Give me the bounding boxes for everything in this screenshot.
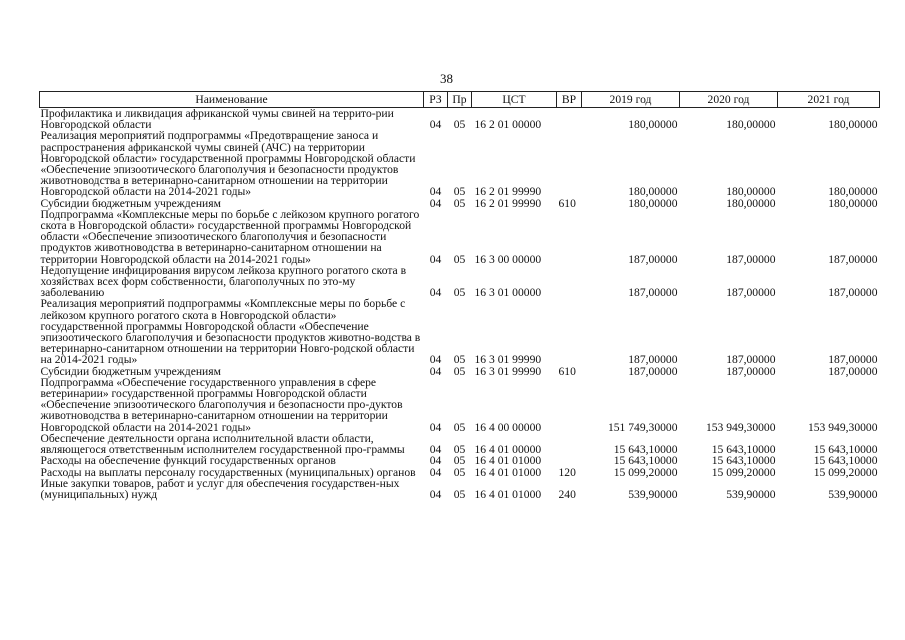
row-2021-cell: 187,00000 <box>828 286 878 300</box>
column-header-vr: ВР <box>557 92 582 108</box>
row-cst-cell: 16 3 01 99990 <box>474 364 542 378</box>
row-2020-cell: 15 099,20000 <box>711 465 776 479</box>
row-2021-cell: 187,00000 <box>828 353 878 367</box>
column-header-2020: 2020 год <box>680 92 778 108</box>
row-vr-cell <box>557 455 582 466</box>
table-row <box>40 298 880 365</box>
row-2020-cell: 153 949,30000 <box>705 420 776 434</box>
table-header <box>40 92 880 108</box>
row-2021-cell: 539,90000 <box>828 487 878 501</box>
row-rz-cell: 04 <box>429 454 442 468</box>
row-cst-cell: 16 4 01 00000 <box>474 443 542 457</box>
row-vr-cell <box>557 433 582 455</box>
row-2021-cell: 180,00000 <box>828 118 878 132</box>
row-pr-cell: 05 <box>453 443 466 457</box>
row-name-cell: Реализация мероприятий подпрограммы «Комплексные меры по борьбе с лейкозом крупного рогатого скота в Новгородской области» государственной программы Новгородской области «Обеспечение эпизоотического благополучия и безопасности продуктов животно-водства в ветеринарно-санитарном отношении на территории Новго-родской области на 2014-2021 годы» <box>40 297 421 367</box>
row-pr-cell: 05 <box>453 465 466 479</box>
row-2020-cell: 180,00000 <box>726 196 776 210</box>
row-name-cell: Обеспечение деятельности органа исполнительной власти области, являющегося ответственным исполнителем государственной про-граммы <box>40 431 405 457</box>
row-2019-cell: 180,00000 <box>628 185 678 199</box>
table-body <box>40 108 880 501</box>
row-2021-cell: 15 643,10000 <box>813 454 878 468</box>
row-rz-cell: 04 <box>429 252 442 266</box>
row-vr-cell: 120 <box>558 465 576 479</box>
row-cst-cell: 16 4 01 01000 <box>474 465 542 479</box>
table-row <box>40 377 880 433</box>
row-pr-cell: 05 <box>453 185 466 199</box>
row-rz-cell: 04 <box>429 185 442 199</box>
row-2019-cell: 180,00000 <box>628 196 678 210</box>
row-cst-cell: 16 4 00 00000 <box>474 420 542 434</box>
row-cst-cell: 16 3 00 00000 <box>474 252 542 266</box>
row-rz-cell: 04 <box>429 353 442 367</box>
row-name-cell: Субсидии бюджетным учреждениям <box>40 364 221 378</box>
row-cst-cell: 16 4 01 01000 <box>474 487 542 501</box>
row-2021-cell: 187,00000 <box>828 252 878 266</box>
row-rz-cell: 04 <box>429 420 442 434</box>
row-vr-cell: 610 <box>558 196 576 210</box>
row-2020-cell: 187,00000 <box>726 364 776 378</box>
row-name-cell: Недопущение инфицирования вирусом лейкоза крупного рогатого скота в хозяйствах всех форм собственности, благополучных по это-му заболеванию <box>40 263 407 300</box>
row-vr-cell: 240 <box>558 487 576 501</box>
row-rz-cell: 04 <box>429 196 442 210</box>
row-vr-cell <box>557 298 582 365</box>
row-cst-cell: 16 2 01 99990 <box>474 185 542 199</box>
row-rz-cell: 04 <box>429 364 442 378</box>
row-cst-cell: 16 4 01 01000 <box>474 454 542 468</box>
row-name-cell: Подпрограмма «Комплексные меры по борьбе с лейкозом крупного рогатого скота в Новгородской области» государственной программы Новгородской области «Обеспечение эпизоотического благополучия и безопасности продуктов животноводства в ветеринарно-санитарном отношении на территории Новгородской области на 2014-2021 годы» <box>40 207 420 266</box>
row-2019-cell: 187,00000 <box>628 252 678 266</box>
row-vr-cell <box>557 377 582 433</box>
row-2019-cell: 15 643,10000 <box>613 443 678 457</box>
column-header-2019: 2019 год <box>582 92 680 108</box>
table-row <box>40 265 880 299</box>
column-header-rz: РЗ <box>424 92 448 108</box>
row-vr-cell <box>557 265 582 299</box>
budget-table <box>39 91 880 500</box>
column-header-cst: ЦСТ <box>472 92 557 108</box>
table-row <box>40 108 880 131</box>
row-2020-cell: 187,00000 <box>726 286 776 300</box>
row-cst-cell: 16 3 01 99990 <box>474 353 542 367</box>
row-name-cell: Субсидии бюджетным учреждениям <box>40 196 221 210</box>
row-2020-cell: 180,00000 <box>726 185 776 199</box>
row-cst-cell: 16 2 01 99990 <box>474 196 542 210</box>
row-rz-cell: 04 <box>429 443 442 457</box>
row-2019-cell: 15 099,20000 <box>613 465 678 479</box>
row-2021-cell: 180,00000 <box>828 196 878 210</box>
row-2019-cell: 187,00000 <box>628 353 678 367</box>
column-header-pr: Пр <box>448 92 472 108</box>
row-name-cell: Расходы на выплаты персоналу государственных (муниципальных) органов <box>40 465 416 479</box>
row-pr-cell: 05 <box>453 252 466 266</box>
row-2019-cell: 539,90000 <box>628 487 678 501</box>
row-2021-cell: 15 099,20000 <box>813 465 878 479</box>
row-pr-cell: 05 <box>453 353 466 367</box>
column-header-2021: 2021 год <box>778 92 880 108</box>
row-vr-cell <box>557 108 582 131</box>
row-2020-cell: 187,00000 <box>726 252 776 266</box>
row-pr-cell: 05 <box>453 487 466 501</box>
row-name-cell: Реализация мероприятий подпрограммы «Предотвращение заноса и распространения африканской чумы свиней (АЧС) на территории Новгородской области» государственной программы Новгородской области «Обеспечение эпизоотического благополучия и безопасности продуктов животноводства в ветеринарно-санитарном отношении на территории Новгородской области на 2014-2021 годы» <box>40 129 416 199</box>
row-name-cell: Подпрограмма «Обеспечение государственного управления в сфере ветеринарии» государственной программы Новгородской области «Обеспечение эпизоотического благополучия и безопасности про-дуктов животноводства в ветеринарно-санитарном отношении на территории Новгородской области на 2014-2021 годы» <box>40 375 403 434</box>
row-2021-cell: 187,00000 <box>828 364 878 378</box>
row-pr-cell: 05 <box>453 420 466 434</box>
row-2019-cell: 187,00000 <box>628 286 678 300</box>
row-2020-cell: 187,00000 <box>726 353 776 367</box>
table-row <box>40 455 880 466</box>
row-cst-cell: 16 2 01 00000 <box>474 118 542 132</box>
table-row <box>40 209 880 265</box>
row-2020-cell: 15 643,10000 <box>711 454 776 468</box>
table-row <box>40 478 880 500</box>
row-2019-cell: 187,00000 <box>628 364 678 378</box>
page-number: 38 <box>440 71 453 86</box>
row-2019-cell: 151 749,30000 <box>607 420 678 434</box>
row-vr-cell: 610 <box>558 364 576 378</box>
row-rz-cell: 04 <box>429 465 442 479</box>
row-vr-cell <box>557 130 582 197</box>
row-2021-cell: 153 949,30000 <box>807 420 878 434</box>
table-row <box>40 130 880 197</box>
row-rz-cell: 04 <box>429 118 442 132</box>
column-header-name: Наименование <box>40 92 424 108</box>
row-rz-cell: 04 <box>429 286 442 300</box>
row-pr-cell: 05 <box>453 454 466 468</box>
row-name-cell: Профилактика и ликвидация африканской чумы свиней на террито-рии Новгородской области <box>40 107 394 132</box>
row-name-cell: Расходы на обеспечение функций государственных органов <box>40 454 336 468</box>
row-pr-cell: 05 <box>453 196 466 210</box>
row-2019-cell: 180,00000 <box>628 118 678 132</box>
row-vr-cell <box>557 209 582 265</box>
row-pr-cell: 05 <box>453 118 466 132</box>
row-2021-cell: 15 643,10000 <box>813 443 878 457</box>
row-2020-cell: 15 643,10000 <box>711 443 776 457</box>
row-cst-cell: 16 3 01 00000 <box>474 286 542 300</box>
row-2019-cell: 15 643,10000 <box>613 454 678 468</box>
row-2020-cell: 180,00000 <box>726 118 776 132</box>
row-pr-cell: 05 <box>453 364 466 378</box>
row-2020-cell: 539,90000 <box>726 487 776 501</box>
row-pr-cell: 05 <box>453 286 466 300</box>
row-name-cell: Иные закупки товаров, работ и услуг для обеспечения государствен-ных (муниципальных) нужд <box>40 476 400 501</box>
row-rz-cell: 04 <box>429 487 442 501</box>
row-2021-cell: 180,00000 <box>828 185 878 199</box>
table-row <box>40 433 880 455</box>
